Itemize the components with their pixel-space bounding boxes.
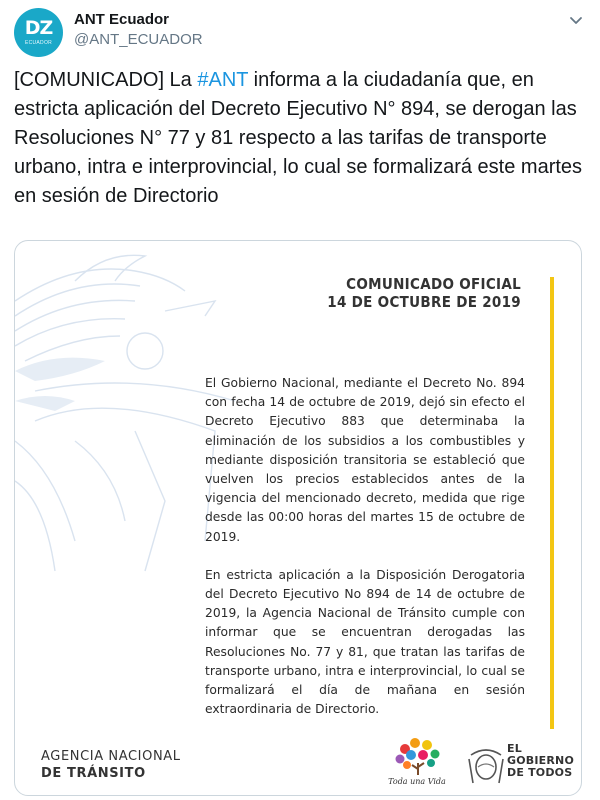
hashtag-link[interactable]: #ANT: [197, 69, 249, 91]
chevron-down-icon[interactable]: [566, 10, 586, 30]
gobierno-de-todos-logo: [507, 743, 574, 779]
user-handle[interactable]: @ANT_ECUADOR: [74, 31, 203, 48]
toda-una-vida-label: Toda una Vida: [388, 777, 446, 786]
toda-una-vida-tree-icon: [385, 735, 451, 795]
agency-name-line1: AGENCIA NACIONAL: [41, 749, 181, 764]
gob-line1: EL: [507, 742, 522, 755]
document-title-line1: COMUNICADO OFICIAL: [346, 275, 521, 293]
document-body: [205, 374, 525, 738]
ecuador-emblem-icon: [465, 743, 507, 787]
tweet-media-image[interactable]: [14, 240, 582, 796]
document-paragraph-2: En estricta aplicación a la Disposición Derogatoria del Decreto Ejecutivo No 894 de 14 de octubre de 2019, la Agencia Nacional de Tránsito cumple con informar que se encuentran derogadas las Resoluciones No. 77 y 81, que tratan las tarifas de transporte urbano, intra e interprovincial, lo cual se formalizará el día de mañana en sesión extraordinaria de Directorio.: [205, 567, 525, 717]
avatar-logo-sub: ECUADOR: [24, 40, 53, 46]
avatar-logo: DZ: [24, 17, 53, 39]
document-title: [327, 275, 521, 311]
document-date: 14 DE OCTUBRE DE 2019: [327, 293, 521, 311]
display-name[interactable]: ANT Ecuador: [74, 11, 170, 28]
tweet-text-end: informa a la ciudadanía que, en estricta aplicación del Decreto Ejecutivo N° 894, se derogan las Resoluciones N° 77 y 81 respecto a las tarifas de transporte urbano, intra e interprovincial, lo cual se formalizará este martes en sesión de Directorio: [14, 69, 583, 207]
agency-logo: [41, 749, 181, 781]
agency-name-line2: DE TRÁNSITO: [41, 766, 146, 781]
accent-bar: [550, 277, 554, 729]
gob-line3: DE TODOS: [507, 766, 573, 779]
gob-line2: GOBIERNO: [507, 754, 574, 767]
avatar[interactable]: [14, 8, 63, 57]
tweet-text-start: [COMUNICADO] La: [14, 69, 198, 91]
tweet-text: [14, 66, 586, 211]
tweet-header: [14, 8, 586, 58]
document-paragraph-1: El Gobierno Nacional, mediante el Decreto No. 894 con fecha 14 de octubre de 2019, dejó sin efecto el Decreto Ejecutivo 883 que determinaba la eliminación de los subsidios a los combustibles y mediante disposición transitoria se estableció que vuelven los precios establecidos antes de la vigencia del mencionado decreto, medida que rige desde las 00:00 horas del martes 15 de octubre de 2019.: [205, 376, 525, 544]
